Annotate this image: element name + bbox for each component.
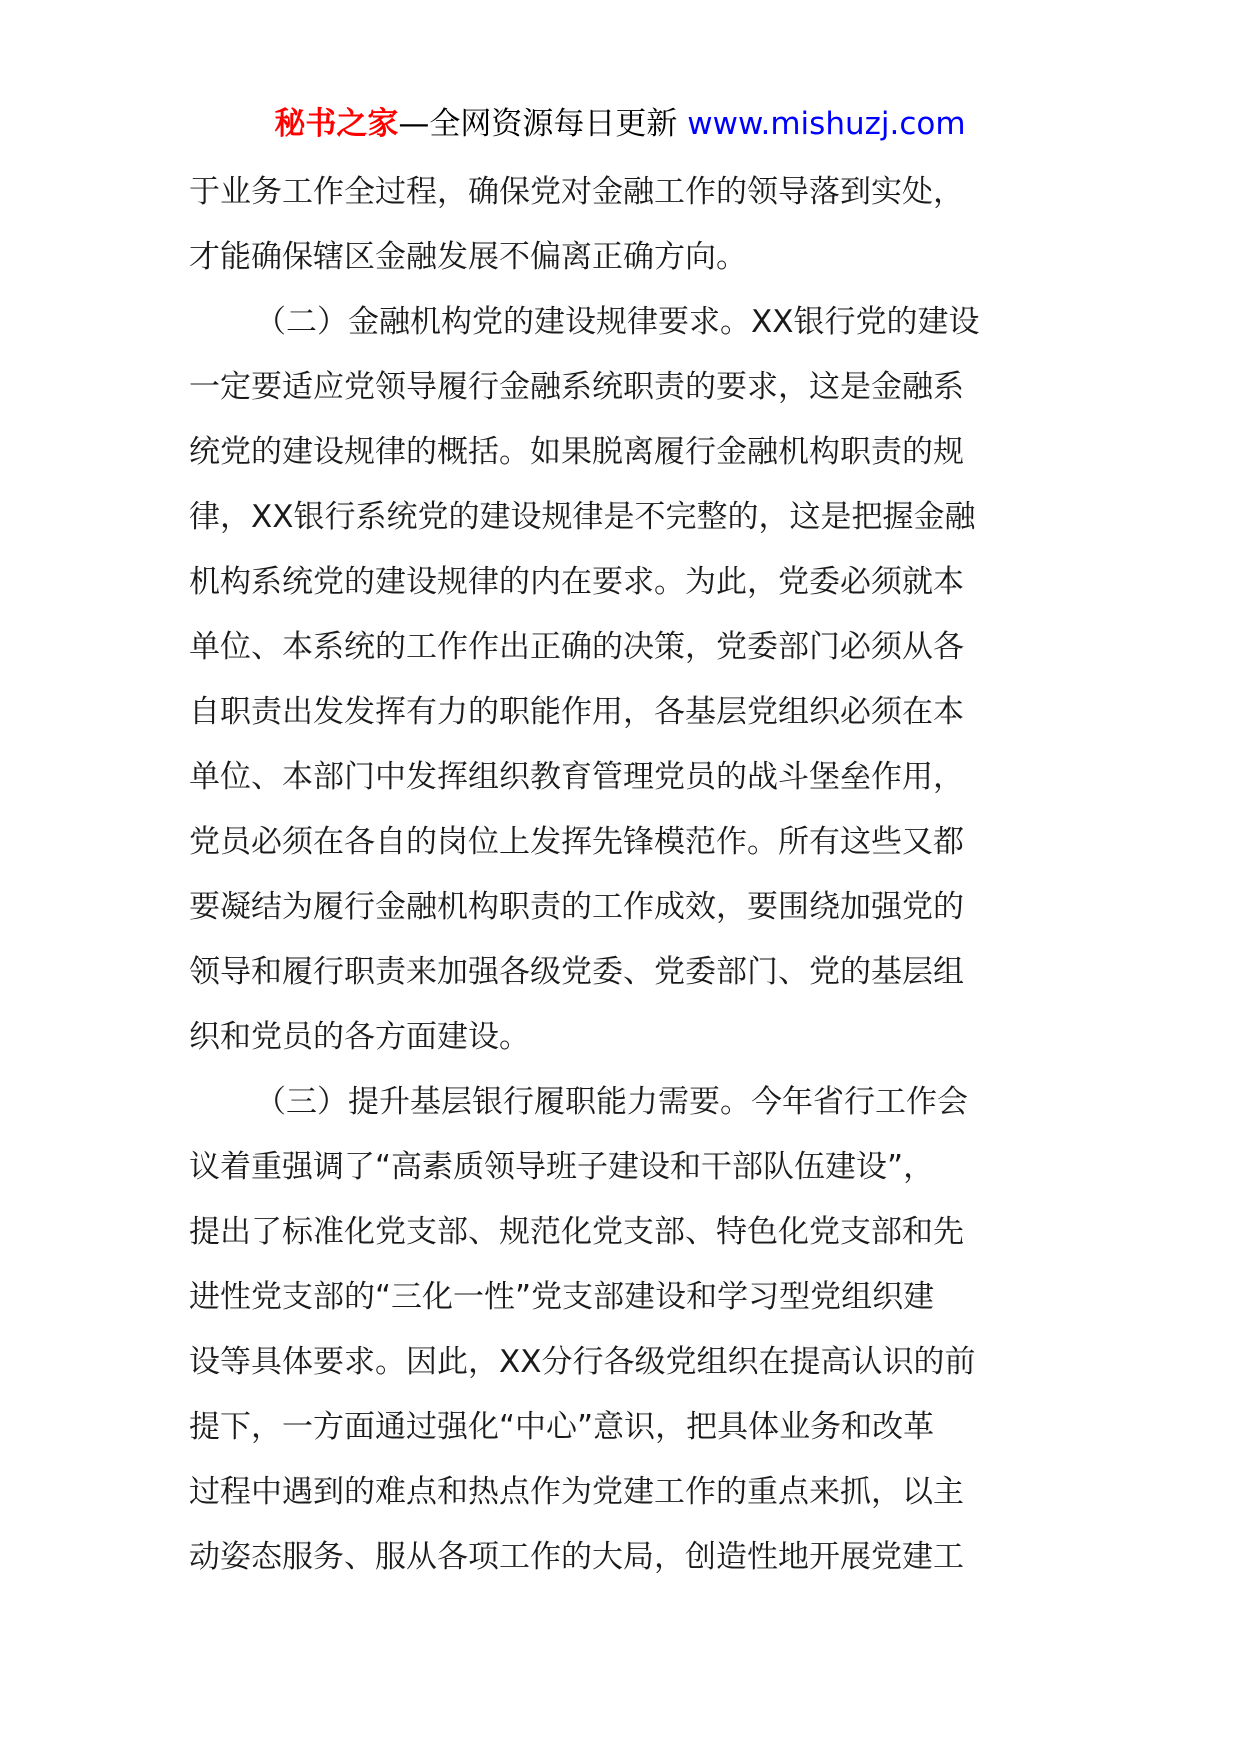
text-line: 单位、本部门中发挥组织教育管理党员的战斗堡垒作用， bbox=[189, 759, 964, 795]
text-line: 进性党支部的“三化一性”党支部建设和学习型党组织建 bbox=[189, 1279, 935, 1315]
text-line: 议着重强调了“高素质领导班子建设和干部队伍建设”， bbox=[189, 1149, 935, 1185]
text-line: 单位、本系统的工作作出正确的决策，党委部门必须从各 bbox=[189, 629, 964, 665]
text-line: 过程中遇到的难点和热点作为党建工作的重点来抓，以主 bbox=[189, 1474, 964, 1510]
text-line: 才能确保辖区金融发展不偏离正确方向。 bbox=[189, 239, 747, 275]
text-line: 织和党员的各方面建设。 bbox=[189, 1019, 530, 1055]
text-line: 要凝结为履行金融机构职责的工作成效，要围绕加强党的 bbox=[189, 889, 964, 925]
text-line: 设等具体要求。因此，XX分行各级党组织在提高认识的前 bbox=[189, 1344, 976, 1380]
text-line: 于业务工作全过程，确保党对金融工作的领导落到实处， bbox=[189, 174, 964, 210]
site-header bbox=[0, 100, 1240, 148]
text-line: 提下，一方面通过强化“中心”意识，把具体业务和改革 bbox=[189, 1409, 935, 1445]
text-line: 党员必须在各自的岗位上发挥先锋模范作。所有这些又都 bbox=[189, 824, 964, 860]
text-line: 动姿态服务、服从各项工作的大局，创造性地开展党建工 bbox=[189, 1539, 964, 1575]
text-line: 领导和履行职责来加强各级党委、党委部门、党的基层组 bbox=[189, 954, 964, 990]
text-line: 统党的建设规律的概括。如果脱离履行金融机构职责的规 bbox=[189, 434, 964, 470]
section-heading-line: （三）提升基层银行履职能力需要。今年省行工作会 bbox=[255, 1084, 968, 1120]
text-line: 律，XX银行系统党的建设规律是不完整的，这是把握金融 bbox=[189, 499, 976, 535]
text-line: 提出了标准化党支部、规范化党支部、特色化党支部和先 bbox=[189, 1214, 964, 1250]
document-body bbox=[189, 160, 1059, 1590]
text-line: 机构系统党的建设规律的内在要求。为此，党委必须就本 bbox=[189, 564, 964, 600]
site-url-link[interactable]: www.mishuzj.com bbox=[687, 106, 966, 142]
site-tagline: —全网资源每日更新 bbox=[398, 106, 678, 142]
text-line: 一定要适应党领导履行金融系统职责的要求，这是金融系 bbox=[189, 369, 964, 405]
text-line: 自职责出发发挥有力的职能作用，各基层党组织必须在本 bbox=[189, 694, 964, 730]
site-brand: 秘书之家 bbox=[274, 106, 399, 142]
section-heading-line: （二）金融机构党的建设规律要求。XX银行党的建设 bbox=[255, 304, 980, 340]
